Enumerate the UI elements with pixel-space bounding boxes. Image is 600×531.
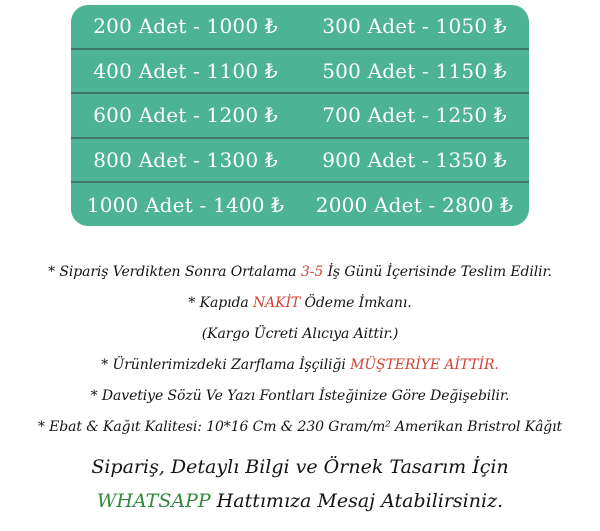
price-cell: 500 Adet - 1150 ₺ (322, 58, 507, 83)
note-size-paper-quality (0, 412, 600, 443)
note-text: * Kapıda (188, 295, 253, 311)
price-cell: 1000 Adet - 1400 ₺ (86, 192, 285, 217)
note-text: Ödeme İmkanı. (300, 295, 412, 311)
note-text: * Ürünlerimizdeki Zarflama İşçiliği (101, 357, 351, 373)
cta-line-2 (0, 484, 600, 518)
note-text: * Sipariş Verdikten Sonra Ortalama (48, 264, 301, 280)
price-cell: 700 Adet - 1250 ₺ (322, 103, 507, 128)
price-row-5 (71, 181, 529, 226)
cta-text: Hattımıza Mesaj Atabilirsiniz. (210, 490, 504, 512)
note-text: * Ebat & Kağıt Kalitesi: 10*16 Cm & 230 Gram/m² Amerikan Bristrol Kâğıt (37, 419, 563, 435)
notes-section (0, 257, 600, 443)
note-shipping-fee (0, 319, 600, 350)
price-table (71, 5, 529, 226)
note-cash-payment (0, 288, 600, 319)
price-row-2 (71, 48, 529, 93)
note-customizable-fonts (0, 381, 600, 412)
note-envelope-labor (0, 350, 600, 381)
cta-line-1 (0, 450, 600, 484)
price-row-1 (71, 5, 529, 48)
cta-text: Sipariş, Detaylı Bilgi ve Örnek Tasarım İçin (91, 456, 509, 478)
note-text: İş Günü İçerisinde Teslim Edilir. (323, 264, 552, 280)
price-cell: 2000 Adet - 2800 ₺ (315, 192, 514, 217)
note-text: * Davetiye Sözü Ve Yazı Fontları İsteğinize Göre Değişebilir. (90, 388, 510, 404)
price-row-3 (71, 92, 529, 137)
note-highlight: MÜŞTERİYE AİTTİR. (350, 357, 499, 373)
price-cell: 200 Adet - 1000 ₺ (93, 14, 278, 39)
whatsapp-label: WHATSAPP (96, 490, 211, 512)
price-cell: 300 Adet - 1050 ₺ (322, 14, 507, 39)
cta-section (0, 450, 600, 518)
price-cell: 400 Adet - 1100 ₺ (93, 58, 278, 83)
note-text: (Kargo Ücreti Alıcıya Aittir.) (201, 326, 399, 342)
price-cell: 600 Adet - 1200 ₺ (93, 103, 278, 128)
price-row-4 (71, 137, 529, 182)
note-highlight: NAKİT (252, 295, 301, 311)
note-delivery-time (0, 257, 600, 288)
price-cell: 900 Adet - 1350 ₺ (322, 148, 507, 173)
price-cell: 800 Adet - 1300 ₺ (93, 148, 278, 173)
note-highlight: 3-5 (300, 264, 324, 280)
